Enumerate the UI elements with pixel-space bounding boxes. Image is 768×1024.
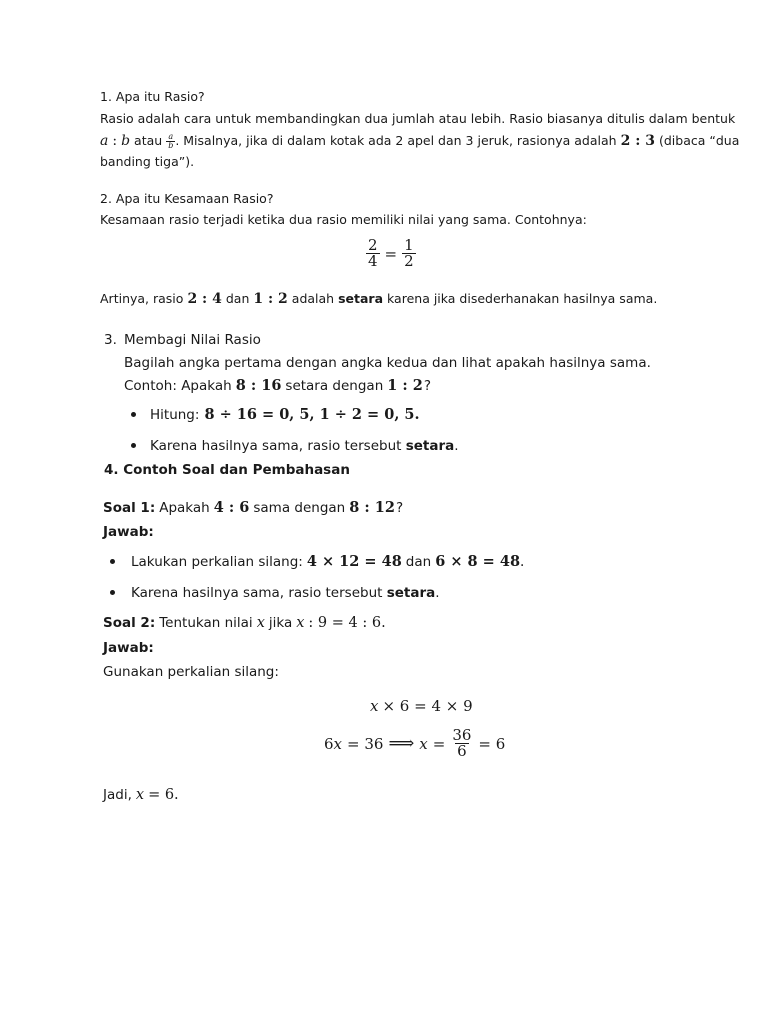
text: Contoh: Apakah xyxy=(124,378,232,394)
bullet-icon xyxy=(110,590,115,595)
math-x: x xyxy=(333,734,343,753)
soal-1-bullet-2 xyxy=(131,584,440,602)
math-6x8: 6 × 8 = 48 xyxy=(435,553,521,570)
math-ratio-equation: : 9 = 4 : 6. xyxy=(308,615,386,631)
math-4-6: 4 : 6 xyxy=(213,499,250,516)
section-1-text-1: Rasio adalah cara untuk membandingkan dua jumlah atau lebih. Rasio biasanya ditulis dalam bentuk xyxy=(100,111,736,126)
fraction-numerator: 2 xyxy=(368,236,378,254)
fraction-numerator: a xyxy=(168,131,174,141)
setara-bold: setara xyxy=(338,291,384,306)
equation-solve-x xyxy=(324,728,505,759)
jawab-label: Jawab: xyxy=(103,524,154,540)
math-rest: × 6 = 4 × 9 xyxy=(382,697,473,715)
fraction-1-2 xyxy=(402,238,416,269)
fraction-a-over-b xyxy=(166,133,175,150)
equals-sign: = xyxy=(432,734,446,753)
math-8-16: 8 : 16 xyxy=(235,377,282,394)
fraction-numerator: 36 xyxy=(452,726,472,744)
bullet-icon xyxy=(131,443,136,448)
math-equals-6: = 6. xyxy=(148,787,179,803)
section-2-title: 2. Apa itu Kesamaan Rasio? xyxy=(100,191,274,206)
text: Artinya, rasio xyxy=(100,291,184,306)
setara-bold: setara xyxy=(405,438,455,454)
section-1-line-2 xyxy=(100,131,739,151)
text: Jadi, xyxy=(103,787,132,803)
text: Hitung: xyxy=(150,407,200,423)
question-mark: ? xyxy=(423,378,432,394)
fraction-denominator: b xyxy=(168,140,174,150)
math-2-3: 2 : 3 xyxy=(620,133,655,149)
implies-arrow-icon: ⟹ xyxy=(388,733,415,754)
math-x: x xyxy=(296,615,305,631)
math-colon: : xyxy=(112,133,118,149)
section-3-bullet-1 xyxy=(150,405,420,425)
soal-1-question xyxy=(103,498,403,518)
section-3-title: Membagi Nilai Rasio xyxy=(124,332,261,348)
text: Apakah xyxy=(159,500,210,516)
section-3-bullet-2 xyxy=(150,437,459,455)
text: dan xyxy=(405,554,432,570)
fraction-2-4 xyxy=(366,238,380,269)
section-1-title: 1. Apa itu Rasio? xyxy=(100,89,205,104)
setara-bold: setara xyxy=(386,585,436,601)
text: adalah xyxy=(291,291,335,306)
text: dan xyxy=(225,291,250,306)
section-1-text-2: . Misalnya, jika di dalam kotak ada 2 apel dan 3 jeruk, rasionya adalah xyxy=(175,133,617,148)
text: Lakukan perkalian silang: xyxy=(131,554,303,570)
text: jika xyxy=(268,615,293,631)
period: . xyxy=(454,438,459,454)
soal-1-label: Soal 1: xyxy=(103,500,156,516)
section-3-text-1: Bagilah angka pertama dengan angka kedua dan lihat apakah hasilnya sama. xyxy=(124,355,651,371)
math-1-2: 1 : 2 xyxy=(387,377,423,394)
period: . xyxy=(520,554,525,570)
math-6: 6 xyxy=(324,734,334,753)
text: Karena hasilnya sama, rasio tersebut xyxy=(131,585,383,601)
math-2-4: 2 : 4 xyxy=(187,291,222,307)
section-3-example xyxy=(124,376,431,396)
fraction-denominator: 6 xyxy=(457,742,467,760)
soal-2-question xyxy=(103,613,386,633)
section-1-text-4: banding tiga”). xyxy=(100,154,195,169)
jawab-label-2: Jawab: xyxy=(103,640,154,656)
math-x: x xyxy=(135,787,145,803)
section-2-text-1: Kesamaan rasio terjadi ketika dua rasio memiliki nilai yang sama. Contohnya: xyxy=(100,212,587,227)
math-x: x xyxy=(419,734,428,753)
text: Karena hasilnya sama, rasio tersebut xyxy=(150,438,402,454)
soal-1-bullet-1 xyxy=(131,552,524,572)
equals-sign: = xyxy=(384,244,398,263)
math-x: x xyxy=(256,615,265,631)
text: sama dengan xyxy=(253,500,346,516)
fraction-denominator: 4 xyxy=(368,252,378,270)
text: setara dengan xyxy=(285,378,384,394)
atau-text: atau xyxy=(134,133,163,148)
math-x: x xyxy=(370,697,379,715)
math-result: = 6 xyxy=(478,734,506,753)
period: . xyxy=(435,585,440,601)
section-3-number: 3. xyxy=(104,332,117,348)
question-mark: ? xyxy=(395,500,404,516)
equation-2-4-equals-1-2 xyxy=(366,238,416,269)
cross-multiply-text: Gunakan perkalian silang: xyxy=(103,664,279,680)
math-8-12: 8 : 12 xyxy=(349,499,395,516)
conclusion xyxy=(103,785,179,805)
fraction-36-6 xyxy=(450,728,473,759)
math-division: 8 ÷ 16 = 0, 5, 1 ÷ 2 = 0, 5. xyxy=(204,406,420,423)
math-1-2: 1 : 2 xyxy=(253,291,288,307)
math-equals-36: = 36 xyxy=(347,734,384,753)
fraction-denominator: 2 xyxy=(404,252,414,270)
text: Tentukan nilai xyxy=(159,615,253,631)
equation-x-times-6 xyxy=(370,697,473,715)
math-a: a xyxy=(100,133,109,149)
bullet-icon xyxy=(110,559,115,564)
math-4x12: 4 × 12 = 48 xyxy=(306,553,402,570)
section-2-conclusion xyxy=(100,290,657,308)
soal-2-label: Soal 2: xyxy=(103,615,156,631)
bullet-icon xyxy=(131,412,136,417)
section-4-title: 4. Contoh Soal dan Pembahasan xyxy=(104,462,350,478)
section-1-text-3: (dibaca “dua xyxy=(659,133,740,148)
fraction-numerator: 1 xyxy=(404,236,414,254)
text: karena jika disederhanakan hasilnya sama. xyxy=(387,291,658,306)
math-b: b xyxy=(121,133,131,149)
